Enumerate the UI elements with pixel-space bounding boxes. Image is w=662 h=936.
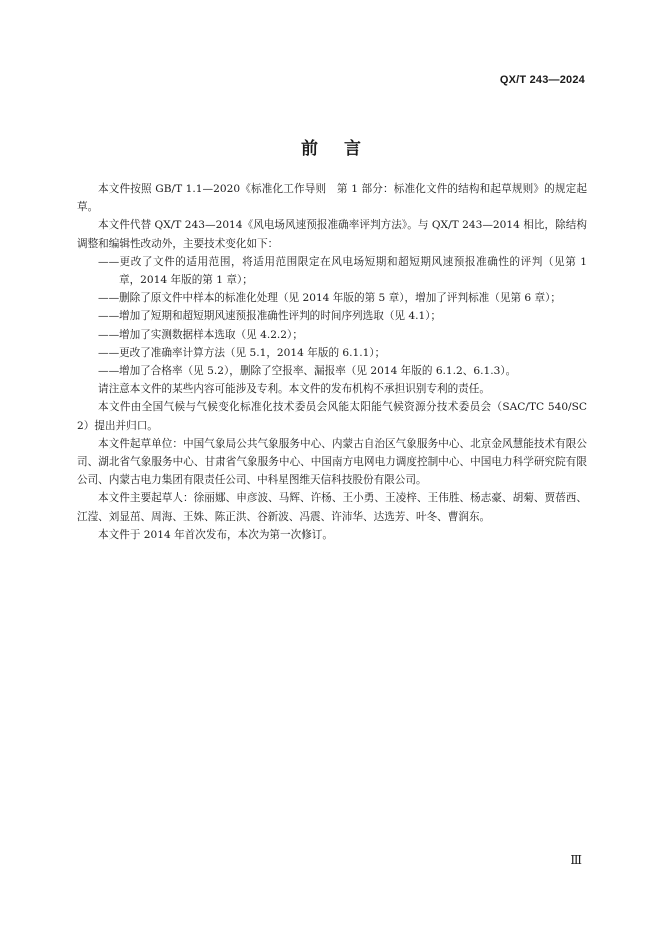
page-title: 前言 [301,139,387,159]
dash-bullet: —— [98,255,120,268]
list-item-text: 删除了原文件中样本的标准化处理（见 2014 年版的第 5 章），增加了评判标准（见第 6 章）； [119,292,562,305]
paragraph-revision-history: 本文件于 2014 年首次发布，本次为第一次修订。 [98,528,333,541]
list-item-text: 更改了准确率计算方法（见 5.1，2014 年版的 6.1.1）； [119,346,386,359]
paragraph-replacement: 本文件代替 QX/T 243—2014《风电场风速预报准确率评判方法》。与 QX/T 243—2014 相比，除结构调整和编辑性改动外，主要技术变化如下： [77,219,587,250]
document-id: QX/T 243—2024 [499,74,585,86]
dash-bullet: —— [98,328,120,341]
list-item-text: 更改了文件的适用范围，将适用范围限定在风电场短期和超短期风速预报准确性的评判（见第 1 章，2014 年版的第 1 章）； [119,255,587,287]
change-list [77,253,587,380]
paragraph-drafters: 本文件主要起草人：徐丽娜、申彦波、马辉、许杨、王小勇、王凌梓、王伟胜、杨志豪、胡菊、贾蓓西、江滢、刘显茁、周海、王姝、陈正洪、谷新波、冯震、许沛华、达选芳、叶冬、曹润东。 [77,492,587,523]
list-item-text: 增加了实测数据样本选取（见 4.2.2）； [119,328,303,341]
document-body [77,180,587,544]
dash-bullet: —— [98,365,120,378]
list-item [77,289,587,307]
page-number: Ⅲ [570,853,582,867]
list-item [77,326,587,344]
list-item [77,362,587,380]
dash-bullet: —— [98,346,120,359]
paragraph-drafting-rule: 本文件按照 GB/T 1.1—2020《标准化工作导则 第 1 部分：标准化文件的结构和起草规则》的规定起草。 [77,183,587,214]
paragraph-committee: 本文件由全国气候与气候变化标准化技术委员会风能太阳能气候资源分技术委员会（SAC/TC 540/SC 2）提出并归口。 [77,401,587,432]
dash-bullet: —— [98,310,120,323]
list-item [77,253,587,289]
dash-bullet: —— [98,292,120,305]
list-item [77,344,587,362]
paragraph-patent-notice: 请注意本文件的某些内容可能涉及专利。本文件的发布机构不承担识别专利的责任。 [98,383,490,396]
list-item-text: 增加了合格率（见 5.2），删除了空报率、漏报率（见 2014 年版的 6.1.2、6.1.3）。 [119,365,517,378]
list-item-text: 增加了短期和超短期风速预报准确性评判的时间序列选取（见 4.1）； [119,310,442,323]
paragraph-drafting-units: 本文件起草单位：中国气象局公共气象服务中心、内蒙古自治区气象服务中心、北京金风慧能技术有限公司、湖北省气象服务中心、甘肃省气象服务中心、中国南方电网电力调度控制中心、中国电力科学研究院有限公司、内蒙古电力集团有限责任公司、中科星图维天信科技股份有限公司。 [77,437,587,487]
list-item [77,307,587,325]
